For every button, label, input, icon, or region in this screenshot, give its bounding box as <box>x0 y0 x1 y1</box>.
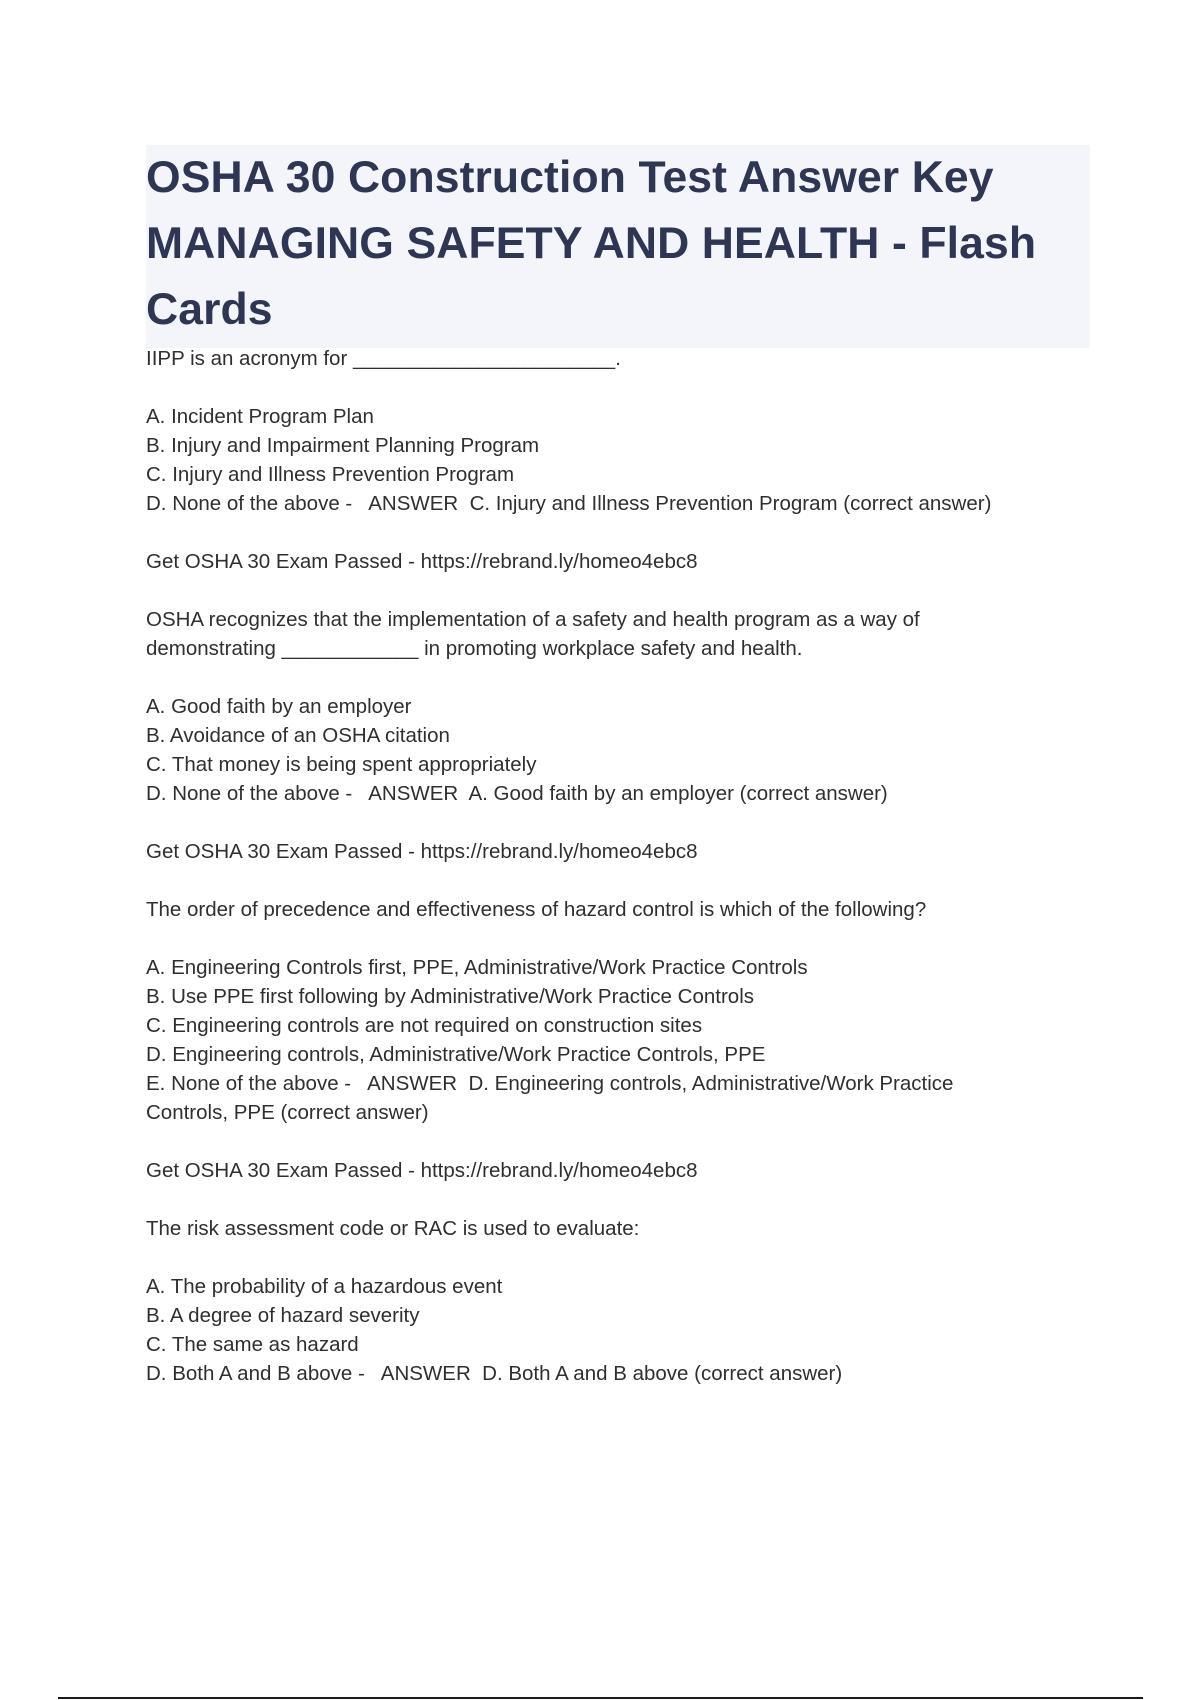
document-title <box>146 145 1090 343</box>
answer-option: C. The same as hazard <box>146 1333 359 1356</box>
spacer <box>146 576 1090 605</box>
spacer <box>146 518 1090 547</box>
answer-option: B. Injury and Impairment Planning Program <box>146 434 540 457</box>
answer-option-with-key: D. None of the above - ANSWER A. Good faith by an employer (correct answer) <box>146 782 888 805</box>
answer-option: C. Engineering controls are not required on construction sites <box>146 1014 703 1037</box>
answer-option: A. Good faith by an employer <box>146 695 412 718</box>
flash-card-2 <box>146 605 1090 895</box>
question-prompt: IIPP is an acronym for _______________________. <box>146 347 621 370</box>
answer-option: C. Injury and Illness Prevention Program <box>146 463 515 486</box>
promo-link-text[interactable]: Get OSHA 30 Exam Passed - https://rebrand.ly/homeo4ebc8 <box>146 550 698 573</box>
flash-card-4 <box>146 1214 1090 1388</box>
title-line: Cards <box>146 285 273 334</box>
flash-card-3 <box>146 895 1090 1214</box>
answer-option: B. Avoidance of an OSHA citation <box>146 724 450 747</box>
question-prompt: OSHA recognizes that the implementation of a safety and health program as a way of <box>146 608 920 631</box>
flash-card-1 <box>146 344 1090 605</box>
answer-option-with-key: D. None of the above - ANSWER C. Injury and Illness Prevention Program (correct answer) <box>146 492 992 515</box>
answer-option: D. Engineering controls, Administrative/Work Practice Controls, PPE <box>146 1043 766 1066</box>
spacer <box>146 808 1090 837</box>
spacer <box>146 1127 1090 1156</box>
spacer <box>146 1243 1090 1272</box>
spacer <box>146 373 1090 402</box>
spacer <box>146 924 1090 953</box>
promo-link-text[interactable]: Get OSHA 30 Exam Passed - https://rebrand.ly/homeo4ebc8 <box>146 840 698 863</box>
answer-option: B. A degree of hazard severity <box>146 1304 420 1327</box>
spacer <box>146 1185 1090 1214</box>
answer-option-continuation: Controls, PPE (correct answer) <box>146 1101 429 1124</box>
document-body <box>146 344 1090 1388</box>
footer-divider <box>58 1697 1143 1699</box>
title-line: MANAGING SAFETY AND HEALTH - Flash <box>146 219 1037 268</box>
question-prompt: demonstrating ____________ in promoting workplace safety and health. <box>146 637 803 660</box>
answer-option: A. The probability of a hazardous event <box>146 1275 503 1298</box>
question-prompt: The order of precedence and effectiveness of hazard control is which of the following? <box>146 898 927 921</box>
answer-option: C. That money is being spent appropriately <box>146 753 537 776</box>
spacer <box>146 663 1090 692</box>
answer-option: A. Engineering Controls first, PPE, Administrative/Work Practice Controls <box>146 956 808 979</box>
question-prompt: The risk assessment code or RAC is used to evaluate: <box>146 1217 640 1240</box>
answer-option: A. Incident Program Plan <box>146 405 374 428</box>
answer-option-with-key: D. Both A and B above - ANSWER D. Both A and B above (correct answer) <box>146 1362 843 1385</box>
answer-option: B. Use PPE first following by Administrative/Work Practice Controls <box>146 985 754 1008</box>
title-line: OSHA 30 Construction Test Answer Key <box>146 153 994 202</box>
spacer <box>146 866 1090 895</box>
title-block <box>146 145 1090 348</box>
promo-link-text[interactable]: Get OSHA 30 Exam Passed - https://rebrand.ly/homeo4ebc8 <box>146 1159 698 1182</box>
answer-option-with-key: E. None of the above - ANSWER D. Engineering controls, Administrative/Work Practice <box>146 1072 954 1095</box>
